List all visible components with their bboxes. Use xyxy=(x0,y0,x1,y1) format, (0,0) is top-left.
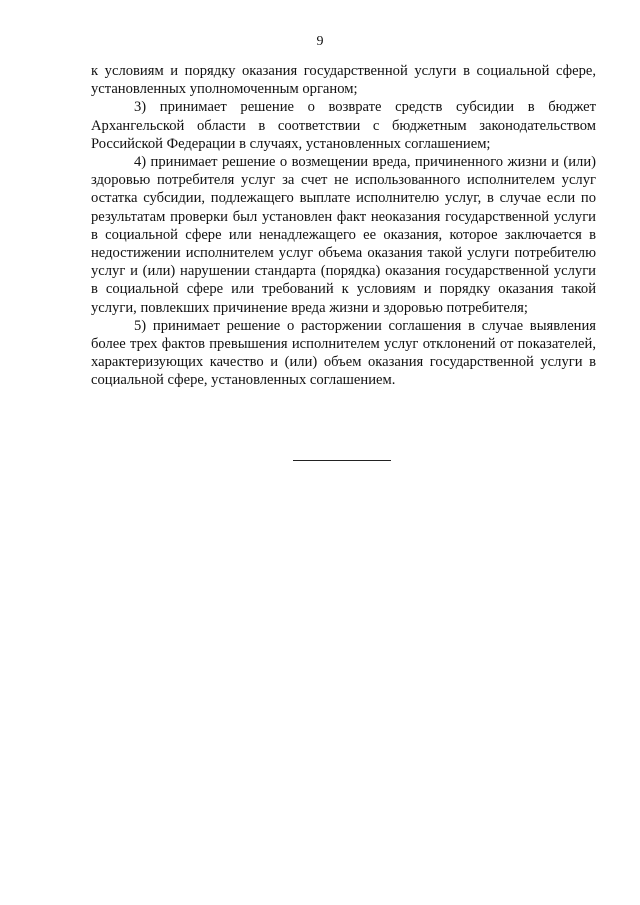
paragraph-item-3: 3) принимает решение о возврате средств субсидии в бюджет Архангельской области в соответствии с бюджетным законодательством Российской Федерации в случаях, установленных соглашением; xyxy=(91,99,596,152)
paragraph-item-5: 5) принимает решение о расторжении соглашения в случае выявления более трех фактов превышения исполнителем услуг отклонений от показателей, характеризующих качество и (или) объем оказания государственной услуги в социальной сфере, установленных соглашением. xyxy=(91,317,596,389)
page-number: 9 xyxy=(316,34,324,49)
document-body xyxy=(91,62,596,390)
end-of-document-divider xyxy=(293,460,391,461)
paragraph-continuation: к условиям и порядку оказания государственной услуги в социальной сфере, установленных уполномоченным органом; xyxy=(91,63,596,98)
paragraph-item-4: 4) принимает решение о возмещении вреда, причиненного жизни и (или) здоровью потребителя услуг за счет не использованного исполнителем услуг остатка субсидии, подлежащего выплате исполнителю услуг, в случае если по результатам проверки был установлен факт неоказания государственной услуги в социальной сфере или ненадлежащего ее оказания, которое заключается в недостижении исполнителем услуг объема оказания такой услуги потребителю услуг и (или) нарушении стандарта (порядка) оказания государственной услуги в социальной сфере или требований к условиям и порядку оказания такой услуги, повлекших причинение вреда жизни и здоровью потребителя; xyxy=(91,154,596,316)
